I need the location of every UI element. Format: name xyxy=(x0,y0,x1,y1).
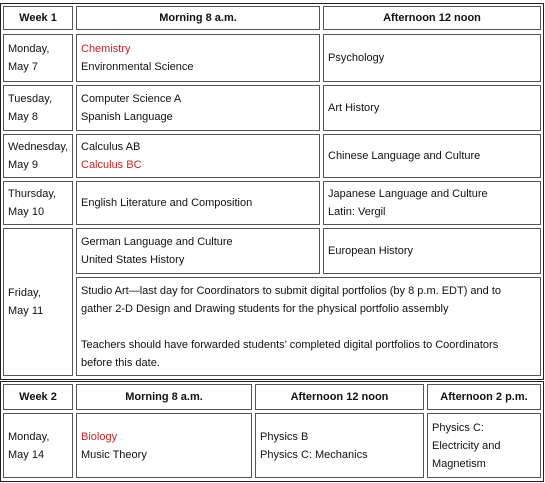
week1-morning-cell-thursday xyxy=(76,181,320,225)
day-name: Thursday, xyxy=(8,188,57,200)
exam-subject: Latin: Vergil xyxy=(328,206,386,218)
exam-subject: Chinese Language and Culture xyxy=(328,150,481,162)
week2-header-week: Week 2 xyxy=(3,384,73,410)
day-name: Tuesday, xyxy=(8,93,53,105)
week1-morning-cell-wednesday xyxy=(76,134,320,178)
day-date: May 11 xyxy=(8,305,44,317)
week1-day-cell-tuesday xyxy=(3,85,73,131)
exam-subject-highlighted: Calculus BC xyxy=(81,159,142,171)
day-date: May 8 xyxy=(8,111,38,123)
week1-afternoon-cell-wednesday xyxy=(323,134,541,178)
week1-day-cell-friday xyxy=(3,228,73,376)
week1-day-cell-wednesday xyxy=(3,134,73,178)
exam-subject: Physics B xyxy=(260,430,309,443)
week1-schedule-table xyxy=(0,3,544,380)
week1-header-afternoon: Afternoon 12 noon xyxy=(323,6,541,30)
day-name: Monday, xyxy=(8,43,50,55)
exam-subject: European History xyxy=(328,245,413,257)
exam-subject: Psychology xyxy=(328,52,385,64)
exam-subject: English Literature and Composition xyxy=(81,197,253,209)
exam-subject: German Language and Culture xyxy=(81,236,233,248)
studio-art-note-cell xyxy=(76,277,541,376)
week2-header-afternoon-noon: Afternoon 12 noon xyxy=(255,384,424,410)
exam-subject: Magnetism xyxy=(432,457,486,470)
exam-subject: Physics C: xyxy=(432,421,484,434)
week2-afternoon-2pm-cell-monday xyxy=(427,413,541,478)
exam-subject: Spanish Language xyxy=(81,111,173,123)
week2-day-cell-monday xyxy=(3,413,73,478)
exam-subject-highlighted: Biology xyxy=(81,430,118,443)
day-date: May 14 xyxy=(8,448,45,461)
week1-header-week: Week 1 xyxy=(3,6,73,30)
note-spacer xyxy=(81,318,536,336)
week2-afternoon-noon-cell-monday xyxy=(255,413,424,478)
exam-subject: Japanese Language and Culture xyxy=(328,188,488,200)
week2-schedule-table xyxy=(0,381,544,482)
day-name: Wednesday, xyxy=(8,141,69,153)
note-line: Teachers should have forwarded students’ completed digital portfolios to Coordinators xyxy=(81,339,499,351)
week2-header-morning: Morning 8 a.m. xyxy=(76,384,252,410)
exam-subject: Physics C: Mechanics xyxy=(260,448,368,461)
day-date: May 9 xyxy=(8,159,38,171)
exam-subject: Electricity and xyxy=(432,439,501,452)
note-line: before this date. xyxy=(81,357,160,369)
exam-subject: Computer Science A xyxy=(81,93,182,105)
day-date: May 7 xyxy=(8,61,38,73)
week1-afternoon-cell-monday xyxy=(323,34,541,82)
day-name: Monday, xyxy=(8,430,50,443)
exam-subject: Calculus AB xyxy=(81,141,141,153)
exam-subject-highlighted: Chemistry xyxy=(81,43,131,55)
exam-subject: Art History xyxy=(328,102,380,114)
week1-day-cell-thursday xyxy=(3,181,73,225)
exam-subject: Music Theory xyxy=(81,448,147,461)
week1-afternoon-cell-thursday xyxy=(323,181,541,225)
week2-header-afternoon-2pm: Afternoon 2 p.m. xyxy=(427,384,541,410)
note-line: gather 2-D Design and Drawing students for the physical portfolio assembly xyxy=(81,303,449,315)
day-name: Friday, xyxy=(8,287,41,299)
week1-day-cell-monday xyxy=(3,34,73,82)
week1-morning-cell-monday xyxy=(76,34,320,82)
week1-header-morning: Morning 8 a.m. xyxy=(76,6,320,30)
note-line: Studio Art—last day for Coordinators to submit digital portfolios (by 8 p.m. EDT) and to xyxy=(81,285,502,297)
week1-morning-cell-tuesday xyxy=(76,85,320,131)
week2-morning-cell-monday xyxy=(76,413,252,478)
exam-subject: Environmental Science xyxy=(81,61,194,73)
week1-afternoon-cell-tuesday xyxy=(323,85,541,131)
exam-subject: United States History xyxy=(81,254,185,266)
week1-morning-cell-friday xyxy=(76,228,320,274)
week1-afternoon-cell-friday xyxy=(323,228,541,274)
day-date: May 10 xyxy=(8,206,45,218)
